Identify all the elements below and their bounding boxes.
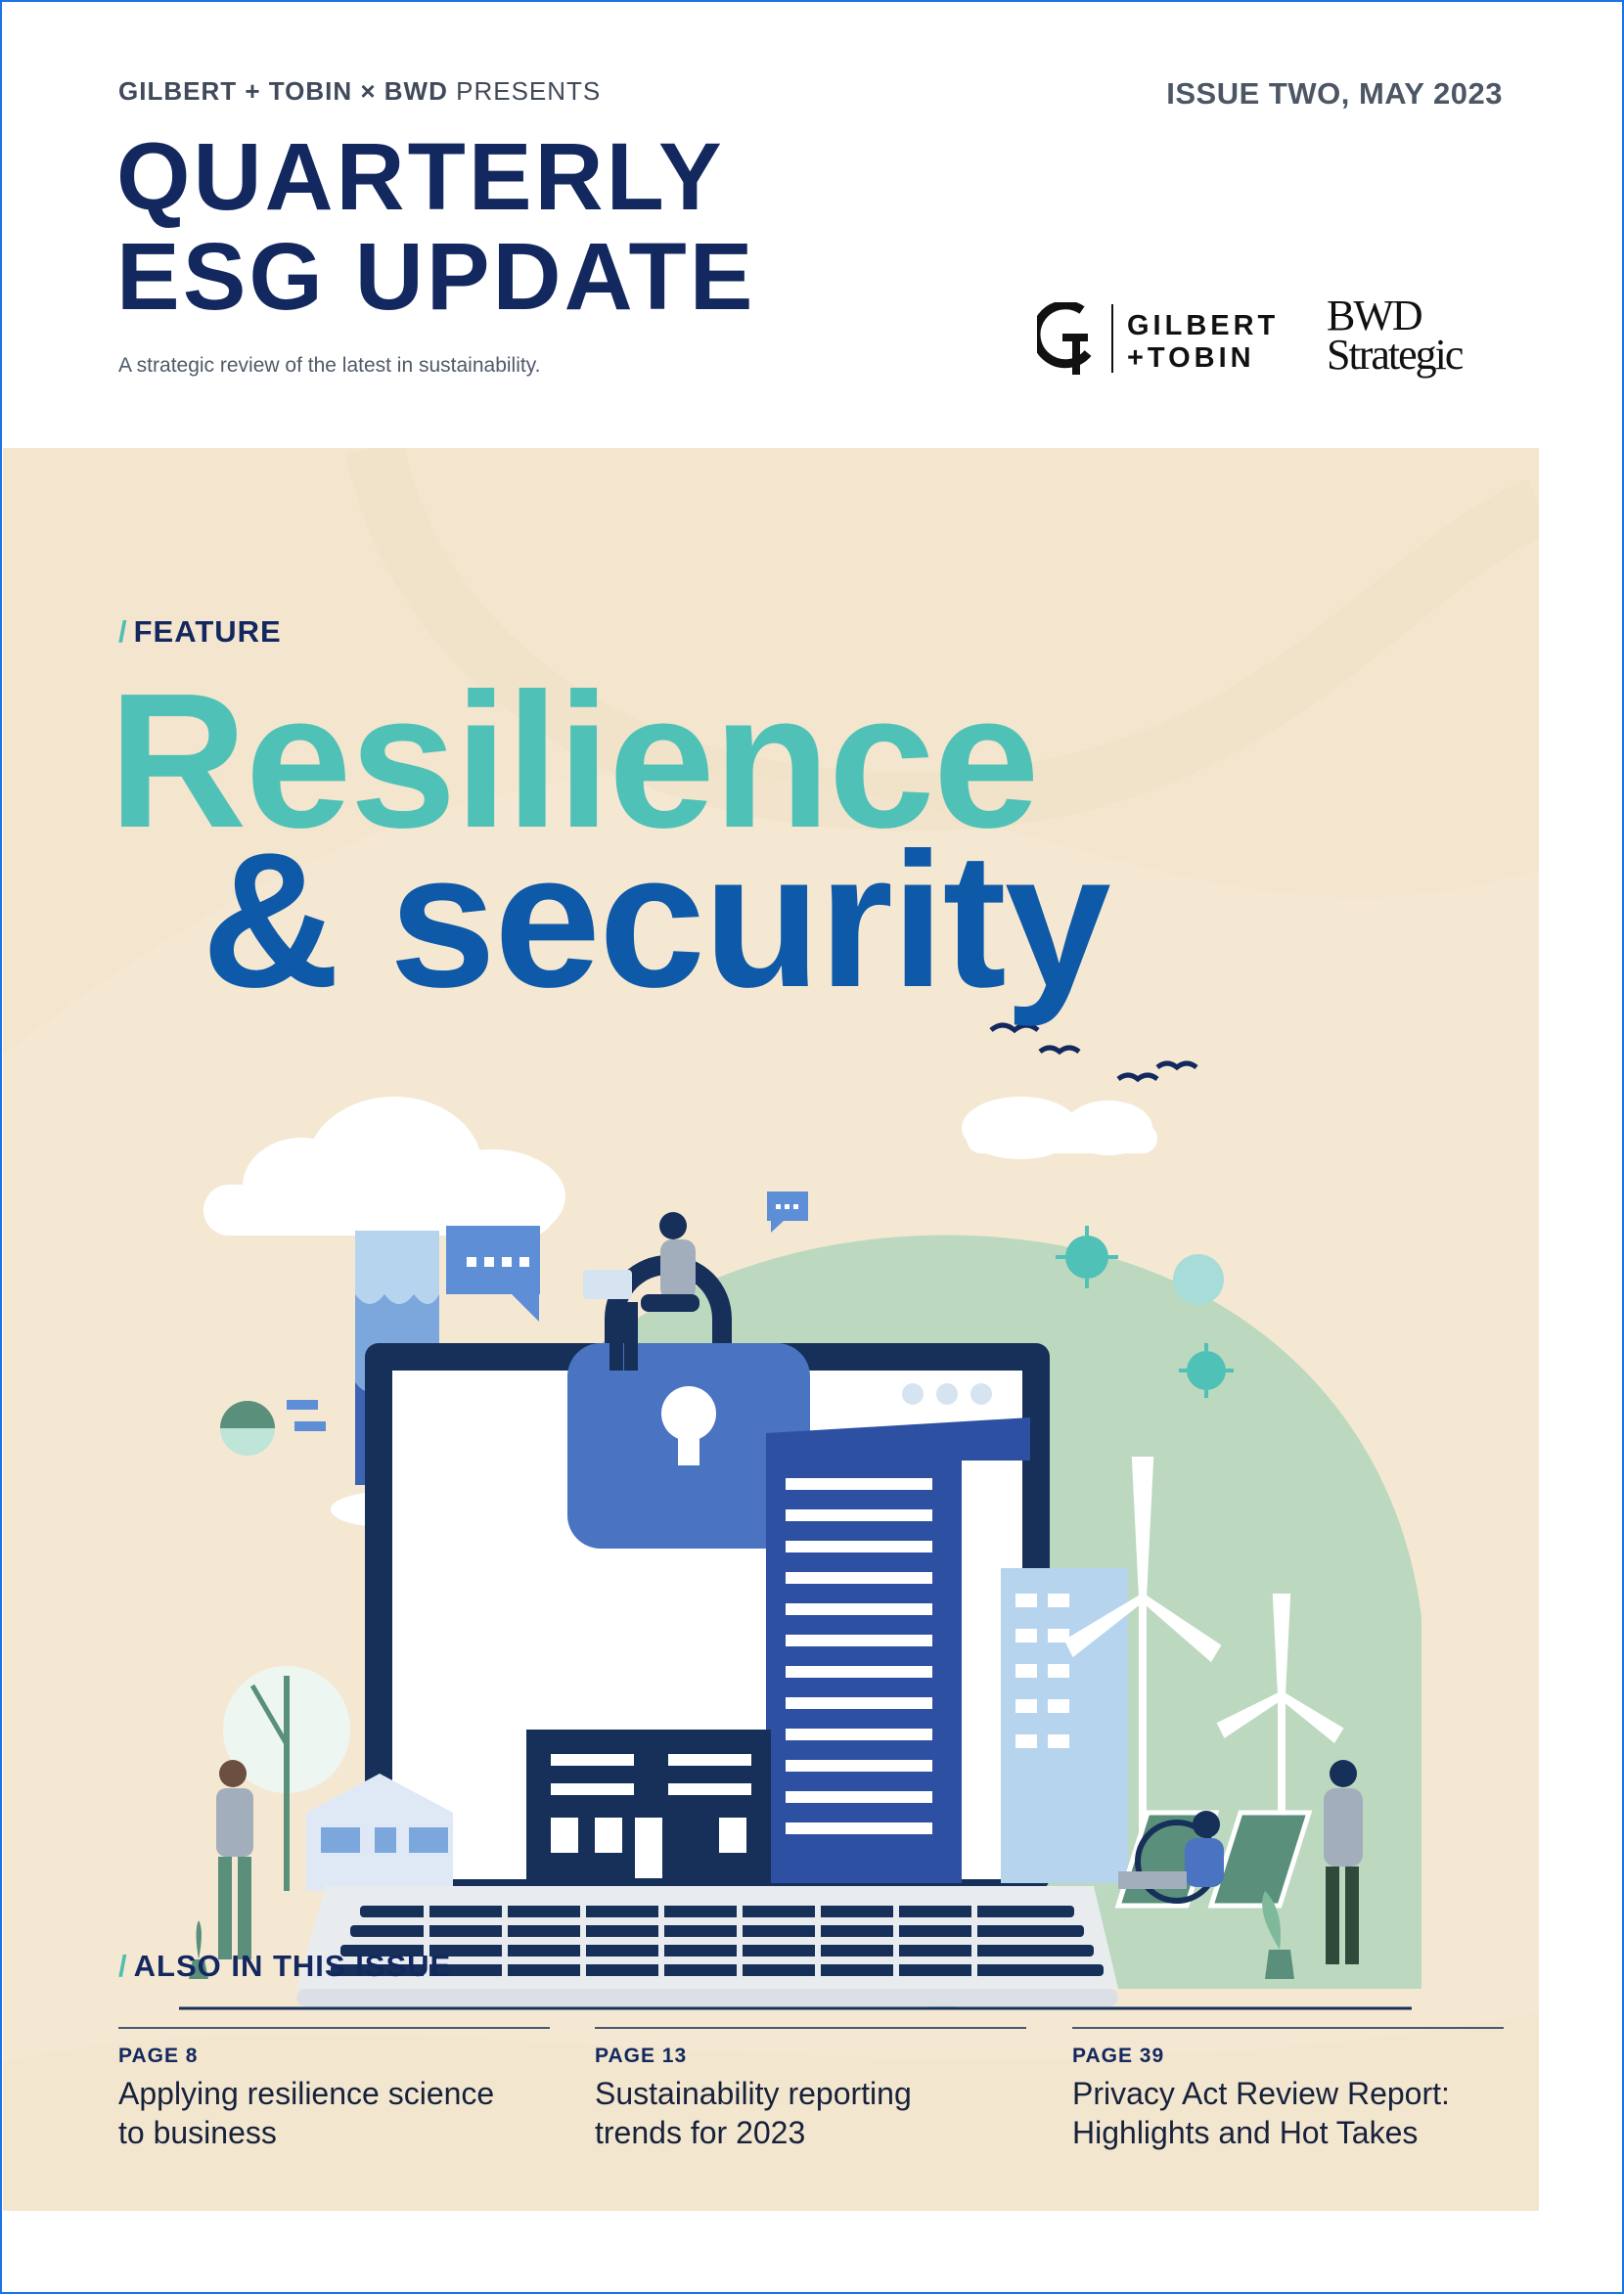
article-title-line-2: Highlights and Hot Takes [1072,2115,1419,2150]
also-label-text: ALSO IN THIS ISSUE [133,1949,452,1983]
article-list [118,2027,1508,2164]
presents-word: PRESENTS [456,76,602,106]
cloud-left [203,1097,565,1243]
feature-headline-line-1: Resilience [109,653,1038,868]
also-in-this-issue-label [118,1949,451,1984]
birds-icon [991,1025,1196,1079]
pie-chart-icon [220,1400,326,1456]
gt-wordmark-line-2: +TOBIN [1127,342,1255,374]
article-item[interactable] [118,2027,550,2152]
gt-wordmark-line-1: GILBERT [1127,310,1280,341]
speech-bubble-icon [446,1226,540,1322]
presents-line [118,76,601,107]
bwd-wordmark-line-1: BWD [1327,292,1421,339]
slash-accent: / [118,1949,128,1983]
article-title-line-2: trends for 2023 [595,2115,806,2150]
issue-label: ISSUE TWO, MAY 2023 [1166,76,1503,111]
feature-label [118,614,282,650]
article-item[interactable] [1072,2027,1504,2152]
person-standing-left [216,1760,253,1959]
gilbert-tobin-logo [1037,298,1282,377]
cover-panel [3,448,1539,2211]
cloud-right [962,1097,1157,1159]
page-title [116,123,756,330]
article-title-line-2: to business [118,2115,277,2150]
article-title-line-1: Applying resilience science [118,2076,495,2111]
feature-label-text: FEATURE [133,614,282,649]
slash-accent: / [118,614,128,649]
low-building [526,1730,771,1886]
article-title-line-1: Sustainability reporting [595,2076,912,2111]
article-item[interactable] [595,2027,1026,2152]
article-page-number: PAGE 39 [1072,2045,1165,2067]
title-line-2: ESG UPDATE [116,223,756,330]
subtitle: A strategic review of the latest in sustainability. [118,354,541,377]
article-page-number: PAGE 13 [595,2045,688,2067]
feature-headline-line-2: & security [202,813,1109,1027]
feature-illustration [140,834,1431,2211]
title-line-1: QUARTERLY [116,123,725,230]
brand-names: GILBERT + TOBIN × BWD [118,76,448,106]
article-title-line-1: Privacy Act Review Report: [1072,2076,1450,2111]
bwd-wordmark-line-2: Strategic [1327,331,1463,379]
gt-monogram-icon [1037,302,1094,375]
gt-wordmark [1127,310,1279,375]
laptop-keyboard [296,1886,1118,2006]
article-page-number: PAGE 8 [118,2045,199,2067]
bwd-strategic-logo [1327,292,1507,379]
logo-divider [1111,304,1113,373]
small-bubble-icon [767,1192,808,1233]
